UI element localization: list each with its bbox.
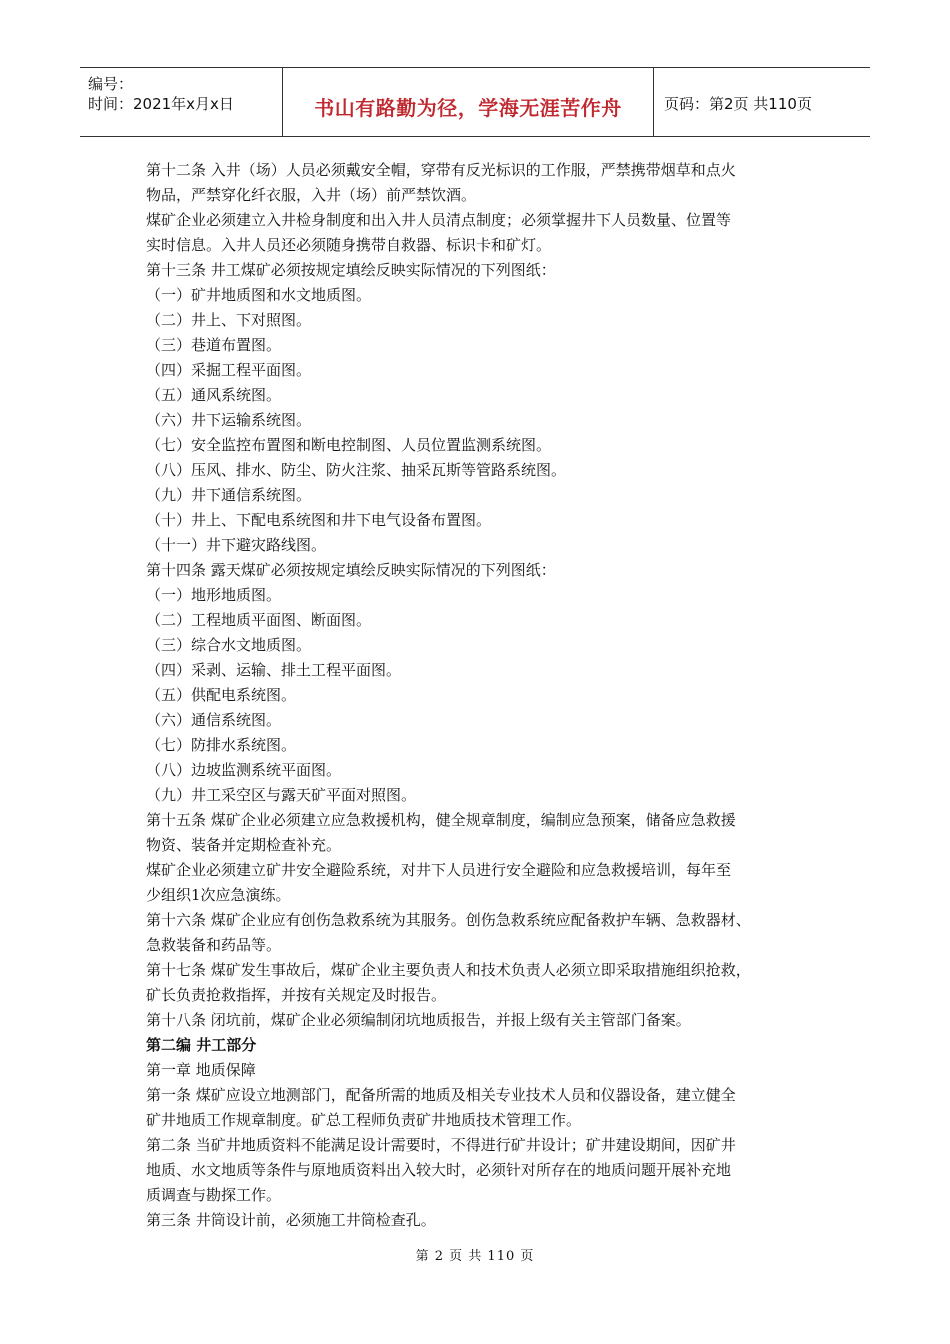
document-body <box>146 158 826 1233</box>
list-item: （六）通信系统图。 <box>146 711 282 729</box>
motto: 书山有路勤为径，学海无涯苦作舟 <box>314 96 622 120</box>
list-item: （五）供配电系统图。 <box>146 686 297 704</box>
part-heading: 第二编 井工部分 <box>146 1036 257 1054</box>
list-item: （八）压风、排水、防尘、防火注浆、抽采瓦斯等管路系统图。 <box>146 461 567 479</box>
text-line: 物品，严禁穿化纤衣服，入井（场）前严禁饮酒。 <box>146 186 477 204</box>
text-line: 第十七条 煤矿发生事故后，煤矿企业主要负责人和技术负责人必须立即采取措施组织抢救， <box>146 961 751 979</box>
page-footer: 第 2 页 共 110 页 <box>415 1249 535 1264</box>
header-motto-cell <box>283 68 654 136</box>
text-line: 第十四条 露天煤矿必须按规定填绘反映实际情况的下列图纸： <box>146 561 556 579</box>
text-line: 少组织1次应急演练。 <box>146 886 291 904</box>
list-item: （四）采掘工程平面图。 <box>146 361 312 379</box>
header-meta <box>80 68 283 136</box>
text-line: 急救装备和药品等。 <box>146 936 282 954</box>
text-line: 矿井地质工作规章制度。矿总工程师负责矿井地质技术管理工作。 <box>146 1111 582 1129</box>
list-item: （三）综合水文地质图。 <box>146 636 312 654</box>
header-page-cell <box>654 68 870 136</box>
list-item: （一）矿井地质图和水文地质图。 <box>146 286 372 304</box>
list-item: （二）井上、下对照图。 <box>146 311 312 329</box>
list-item: （十）井上、下配电系统图和井下电气设备布置图。 <box>146 511 492 529</box>
text-line: 第十二条 入井（场）人员必须戴安全帽，穿带有反光标识的工作服，严禁携带烟草和点火 <box>146 161 736 179</box>
list-item: （三）巷道布置图。 <box>146 336 282 354</box>
text-line: 第十五条 煤矿企业必须建立应急救援机构，健全规章制度，编制应急预案，储备应急救援 <box>146 811 736 829</box>
list-item: （七）防排水系统图。 <box>146 736 297 754</box>
text-line: 质调查与勘探工作。 <box>146 1186 282 1204</box>
text-line: 第十三条 井工煤矿必须按规定填绘反映实际情况的下列图纸： <box>146 261 556 279</box>
text-line: 第十六条 煤矿企业应有创伤急救系统为其服务。创伤急救系统应配备救护车辆、急救器材、 <box>146 911 751 929</box>
text-line: 实时信息。入井人员还必须随身携带自救器、标识卡和矿灯。 <box>146 236 552 254</box>
date-label: 时间：2021年x月x日 <box>88 95 234 113</box>
list-item: （九）井下通信系统图。 <box>146 486 312 504</box>
list-item: （五）通风系统图。 <box>146 386 282 404</box>
list-item: （一）地形地质图。 <box>146 586 282 604</box>
list-item: （六）井下运输系统图。 <box>146 411 312 429</box>
chapter-heading: 第一章 地质保障 <box>146 1061 256 1079</box>
text-line: 第一条 煤矿应设立地测部门，配备所需的地质及相关专业技术人员和仪器设备，建立健全 <box>146 1086 736 1104</box>
text-line: 物资、装备并定期检查补充。 <box>146 836 342 854</box>
text-line: 第三条 井筒设计前，必须施工井筒检查孔。 <box>146 1211 436 1229</box>
list-item: （八）边坡监测系统平面图。 <box>146 761 342 779</box>
text-line: 第十八条 闭坑前，煤矿企业必须编制闭坑地质报告，并报上级有关主管部门备案。 <box>146 1011 691 1029</box>
list-item: （二）工程地质平面图、断面图。 <box>146 611 372 629</box>
list-item: （九）井工采空区与露天矿平面对照图。 <box>146 786 417 804</box>
text-line: 煤矿企业必须建立入井检身制度和出入井人员清点制度；必须掌握井下人员数量、位置等 <box>146 211 732 229</box>
number-label: 编号： <box>88 75 134 93</box>
text-line: 第二条 当矿井地质资料不能满足设计需要时，不得进行矿井设计；矿井建设期间，因矿井 <box>146 1136 736 1154</box>
text-line: 煤矿企业必须建立矿井安全避险系统，对井下人员进行安全避险和应急救援培训，每年至 <box>146 861 732 879</box>
page-header <box>80 67 870 137</box>
list-item: （七）安全监控布置图和断电控制图、人员位置监测系统图。 <box>146 436 552 454</box>
list-item: （四）采剥、运输、排土工程平面图。 <box>146 661 402 679</box>
list-item: （十一）井下避灾路线图。 <box>146 536 327 554</box>
text-line: 地质、水文地质等条件与原地质资料出入较大时，必须针对所存在的地质问题开展补充地 <box>146 1161 732 1179</box>
page-label: 页码：第2页 共110页 <box>664 95 812 113</box>
text-line: 矿长负责抢救指挥，并按有关规定及时报告。 <box>146 986 447 1004</box>
